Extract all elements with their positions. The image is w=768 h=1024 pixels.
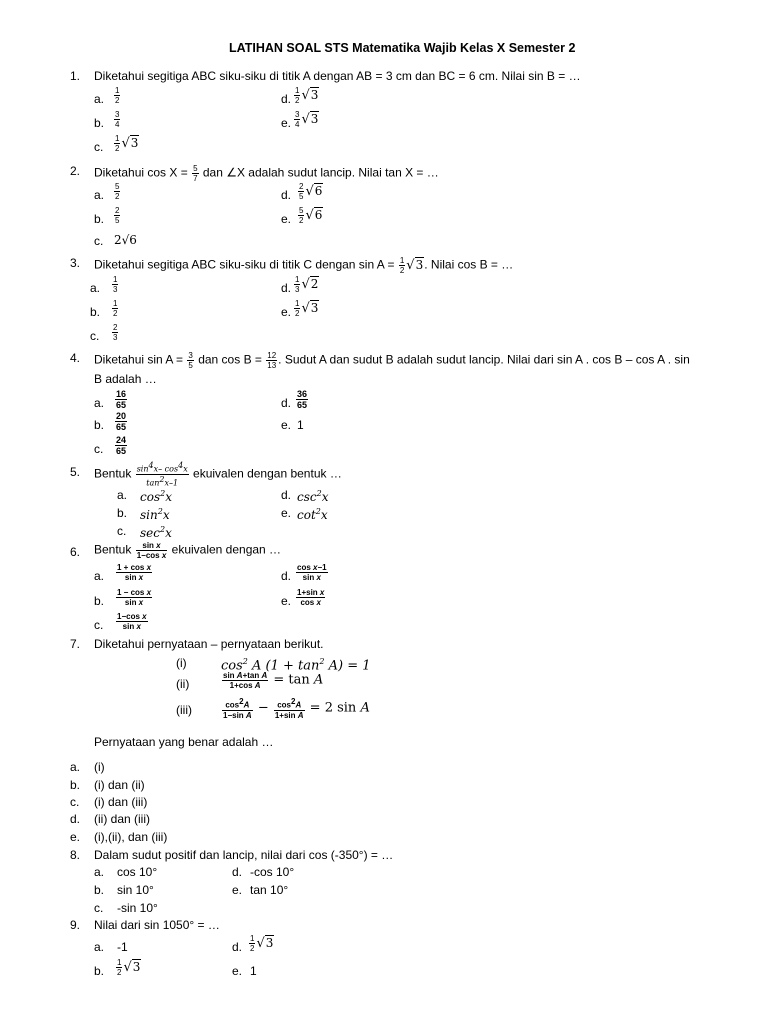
option-label: c. bbox=[94, 618, 104, 632]
question-5-stem: Bentuk $\frac{\sin^4x- \cos^4x}{\tan^2x-1}$ ekuivalen dengan bentuk … bbox=[94, 461, 342, 488]
option-8b-value: sin 10° bbox=[117, 883, 154, 897]
option-label: b. bbox=[94, 418, 105, 432]
question-1-stem: Diketahui segitiga ABC siku-siku di titik A dengan AB = 3 cm dan BC = 6 cm. Nilai sin B = … bbox=[94, 69, 581, 83]
option-9d-value: $\frac{1}{2}$ √3 bbox=[250, 934, 274, 953]
option-8c-value: -sin 10° bbox=[117, 901, 158, 915]
option-label: b. bbox=[90, 305, 101, 319]
option-3d-value: $\frac{1}{3}$ √2 bbox=[295, 275, 319, 294]
question-number: 6. bbox=[70, 545, 81, 559]
option-label: a. bbox=[90, 281, 101, 295]
option-label: d. bbox=[281, 569, 292, 583]
option-1a-value: $\frac{1}{2}$ bbox=[115, 86, 120, 105]
option-7b-value: (i) dan (ii) bbox=[94, 778, 145, 792]
statement-iii-formula: $\frac{\cos^2A}{\text{1−sin A}}$ − $\frac{\cos^2A}{\text{1+sin A}}$ = 2 sin A bbox=[223, 697, 370, 720]
question-4-stem: Diketahui sin A = $\frac{3}{5}$ dan cos B = $\frac{12}{13}$ . Sudut A dan sudut B adalah sudut lancip. Nilai dari sin A . cos B – cos A . sin bbox=[94, 351, 690, 370]
question-7-prompt: Pernyataan yang benar adalah … bbox=[94, 735, 274, 749]
question-number: 2. bbox=[70, 164, 81, 178]
option-3a-value: $\frac{1}{3}$ bbox=[113, 275, 118, 294]
option-label: e. bbox=[281, 212, 292, 226]
option-9a-value: -1 bbox=[117, 940, 128, 954]
option-label: e. bbox=[281, 305, 292, 319]
option-label: d. bbox=[232, 940, 243, 954]
option-label: d. bbox=[281, 188, 292, 202]
question-number: 5. bbox=[70, 465, 81, 479]
question-3-stem: Diketahui segitiga ABC siku-siku di titik C dengan sin A = $\frac{1}{2}$ √3. Nilai cos B = … bbox=[94, 256, 514, 275]
option-label: d. bbox=[281, 488, 292, 502]
option-8a-value: cos 10° bbox=[117, 865, 158, 879]
statement-i-formula: $\cos^2 A$ $(1 + \tan^2 A) = 1$ bbox=[221, 657, 371, 674]
option-1c-value: $\frac{1}{2}$ √3 bbox=[115, 134, 139, 153]
option-4e-value: 1 bbox=[297, 418, 304, 432]
option-label: a. bbox=[94, 188, 105, 202]
option-6b-value: $\frac{\text{1 − cos x}}{\text{sin x}}$ bbox=[117, 588, 152, 607]
option-1b-value: $\frac{3}{4}$ bbox=[115, 110, 120, 129]
option-label: d. bbox=[232, 865, 243, 879]
question-number: 4. bbox=[70, 351, 81, 365]
option-label: b. bbox=[94, 883, 105, 897]
statement-label: (i) bbox=[176, 656, 187, 670]
option-8e-value: tan 10° bbox=[250, 883, 289, 897]
option-6d-value: $\frac{\text{cos x−1}}{\text{sin x}}$ bbox=[297, 563, 327, 582]
option-2e-value: $\frac{5}{2}$ √6 bbox=[299, 206, 323, 225]
option-label: a. bbox=[94, 92, 105, 106]
question-7-stem: Diketahui pernyataan – pernyataan berikut. bbox=[94, 637, 324, 651]
option-4a-value: $\frac{16}{65}$ bbox=[116, 389, 127, 410]
option-label: e. bbox=[232, 883, 243, 897]
option-6e-value: $\frac{\text{1+sin x}}{\text{cos x}}$ bbox=[297, 588, 325, 607]
option-label: b. bbox=[94, 594, 105, 608]
option-label: a. bbox=[70, 760, 81, 774]
option-label: e. bbox=[70, 830, 81, 844]
option-label: e. bbox=[281, 506, 292, 520]
option-label: c. bbox=[94, 442, 104, 456]
question-6-stem: Bentuk $\frac{\text{sin x}}{\text{1−cos x}}$ ekuivalen dengan … bbox=[94, 541, 282, 560]
question-2-stem: Diketahui cos X = $\frac{5}{7}$ dan ∠X adalah sudut lancip. Nilai tan X = … bbox=[94, 164, 439, 183]
option-label: d. bbox=[281, 396, 292, 410]
question-9-stem: Nilai dari sin 1050° = … bbox=[94, 918, 220, 932]
option-2d-value: $\frac{2}{5}$ √6 bbox=[299, 182, 323, 201]
option-label: c. bbox=[70, 795, 80, 809]
option-5b-value: $\sin^2x$ bbox=[140, 507, 170, 522]
option-label: a. bbox=[94, 396, 105, 410]
option-label: c. bbox=[94, 140, 104, 154]
statement-ii-formula: $\frac{\text{sin A+tan A}}{\text{1+cos A}}$ = tan A bbox=[223, 671, 324, 690]
option-label: d. bbox=[70, 812, 81, 826]
page-title: LATIHAN SOAL STS Matematika Wajib Kelas X Semester 2 bbox=[229, 41, 576, 55]
option-6c-value: $\frac{\text{1−cos x}}{\text{sin x}}$ bbox=[117, 612, 147, 631]
question-number: 8. bbox=[70, 848, 81, 862]
option-label: b. bbox=[94, 212, 105, 226]
question-number: 3. bbox=[70, 256, 81, 270]
option-7c-value: (i) dan (iii) bbox=[94, 795, 148, 809]
option-label: c. bbox=[117, 524, 127, 538]
option-5d-value: $\csc^2x$ bbox=[297, 489, 329, 504]
option-label: e. bbox=[281, 418, 292, 432]
option-9b-value: $\frac{1}{2}$ √3 bbox=[117, 958, 141, 977]
option-9e-value: 1 bbox=[250, 964, 257, 978]
option-4c-value: $\frac{24}{65}$ bbox=[116, 435, 127, 456]
option-4b-value: $\frac{20}{65}$ bbox=[116, 411, 127, 432]
option-label: a. bbox=[94, 865, 105, 879]
option-3e-value: $\frac{1}{2}$ √3 bbox=[295, 299, 319, 318]
option-7e-value: (i),(ii), dan (iii) bbox=[94, 830, 168, 844]
option-5a-value: $\cos^2x$ bbox=[140, 489, 172, 504]
option-label: a. bbox=[94, 569, 105, 583]
option-label: c. bbox=[90, 329, 100, 343]
option-label: e. bbox=[281, 116, 292, 130]
option-label: e. bbox=[281, 594, 292, 608]
option-label: a. bbox=[94, 940, 105, 954]
option-8d-value: -cos 10° bbox=[250, 865, 295, 879]
option-5c-value: $\sec^2x$ bbox=[140, 525, 172, 540]
option-label: d. bbox=[281, 281, 292, 295]
option-5e-value: $\cot^2x$ bbox=[297, 507, 328, 522]
option-label: b. bbox=[94, 964, 105, 978]
option-3b-value: $\frac{1}{2}$ bbox=[113, 299, 118, 318]
option-2b-value: $\frac{2}{5}$ bbox=[115, 206, 120, 225]
question-number: 7. bbox=[70, 637, 81, 651]
option-6a-value: $\frac{\text{1 + cos x}}{\text{sin x}}$ bbox=[117, 563, 152, 582]
statement-label: (ii) bbox=[176, 677, 190, 691]
question-8-stem: Dalam sudut positif dan lancip, nilai dari cos (-350°) = … bbox=[94, 848, 394, 862]
option-label: a. bbox=[117, 488, 128, 502]
option-3c-value: $\frac{2}{3}$ bbox=[113, 323, 118, 342]
option-4d-value: $\frac{36}{65}$ bbox=[297, 389, 308, 410]
option-7a-value: (i) bbox=[94, 760, 105, 774]
option-label: d. bbox=[281, 92, 292, 106]
option-2a-value: $\frac{5}{2}$ bbox=[115, 182, 120, 201]
option-label: b. bbox=[94, 116, 105, 130]
question-number: 9. bbox=[70, 918, 81, 932]
option-label: b. bbox=[117, 506, 128, 520]
option-1e-value: $\frac{3}{4}$ √3 bbox=[295, 110, 319, 129]
question-4-stem-line2: B adalah … bbox=[94, 372, 157, 386]
option-label: c. bbox=[94, 901, 104, 915]
question-number: 1. bbox=[70, 69, 81, 83]
option-7d-value: (ii) dan (iii) bbox=[94, 812, 151, 826]
option-label: c. bbox=[94, 234, 104, 248]
option-label: b. bbox=[70, 778, 81, 792]
statement-label: (iii) bbox=[176, 703, 192, 717]
option-2c-value: 2√6 bbox=[114, 233, 137, 247]
option-label: e. bbox=[232, 964, 243, 978]
option-1d-value: $\frac{1}{2}$ √3 bbox=[295, 86, 319, 105]
